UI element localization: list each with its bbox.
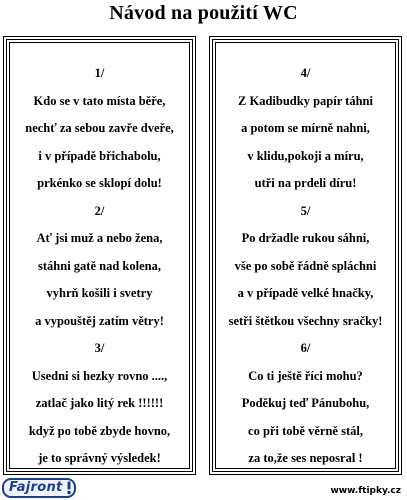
verse-line: Po držadle rukou sáhni, — [241, 231, 370, 245]
verse-line: i v případě břichabolu, — [38, 148, 161, 163]
verse-5-number: 5/ — [300, 203, 311, 218]
verse-1-number: 1/ — [94, 66, 105, 80]
verse-3-number: 3/ — [94, 341, 105, 355]
verse-line: nechť za sebou zavře dveře, — [25, 121, 174, 135]
left-poem-panel — [3, 36, 196, 475]
verse-line: vše po sobě řádně spláchni — [234, 258, 377, 273]
verse-2-number: 2/ — [94, 203, 105, 218]
verse-6-number: 6/ — [300, 341, 311, 355]
verse-line: Z Kadibudky papír táhni — [238, 93, 373, 108]
verse-line: stáhni gatě nad kolena, — [38, 258, 161, 273]
page-title: Návod na použití WC — [109, 2, 298, 24]
left-poem-text — [9, 42, 190, 469]
verse-line: zatlač jako litý rek !!!!!! — [35, 396, 164, 410]
verse-line: Ať jsi muž a nebo žena, — [36, 231, 163, 245]
right-poem-text — [215, 42, 396, 469]
logo-text: Fajront — [9, 480, 63, 495]
verse-line: setři štětkou všechny sračky! — [228, 313, 383, 328]
verse-line: je to správný výsledek! — [38, 451, 161, 465]
verse-line: Kdo se v tato místa běře, — [33, 93, 166, 108]
verse-line: když po tobě zbyde hovno, — [28, 423, 171, 438]
verse-4-number: 4/ — [300, 66, 311, 80]
exclamation-icon — [66, 481, 72, 495]
verse-line: a potom se mírně nahni, — [241, 121, 370, 135]
footer-url: www.ftipky.cz — [330, 486, 401, 496]
verse-line: Usedni si hezky rovno ...., — [31, 368, 168, 383]
verse-line: v klidu,pokoji a míru, — [247, 148, 364, 163]
verse-line: a v případě velké hnačky, — [237, 286, 374, 300]
verse-line: Poděkuj teď Pánubohu, — [241, 396, 370, 410]
verse-line: vyhrň košili i svetry — [46, 286, 153, 300]
verse-line: a vypouštěj zatím větry! — [35, 313, 164, 328]
fajront-logo — [2, 478, 76, 498]
verse-line: za to,že ses neposral ! — [248, 451, 363, 465]
verse-line: Co ti ještě říci mohu? — [248, 368, 363, 383]
right-poem-panel — [209, 36, 402, 475]
verse-line: prkénko se sklopí dolu! — [37, 176, 162, 190]
verse-line: co při tobě věrně stál, — [248, 423, 363, 438]
verse-line: utři na prdeli díru! — [254, 176, 357, 190]
